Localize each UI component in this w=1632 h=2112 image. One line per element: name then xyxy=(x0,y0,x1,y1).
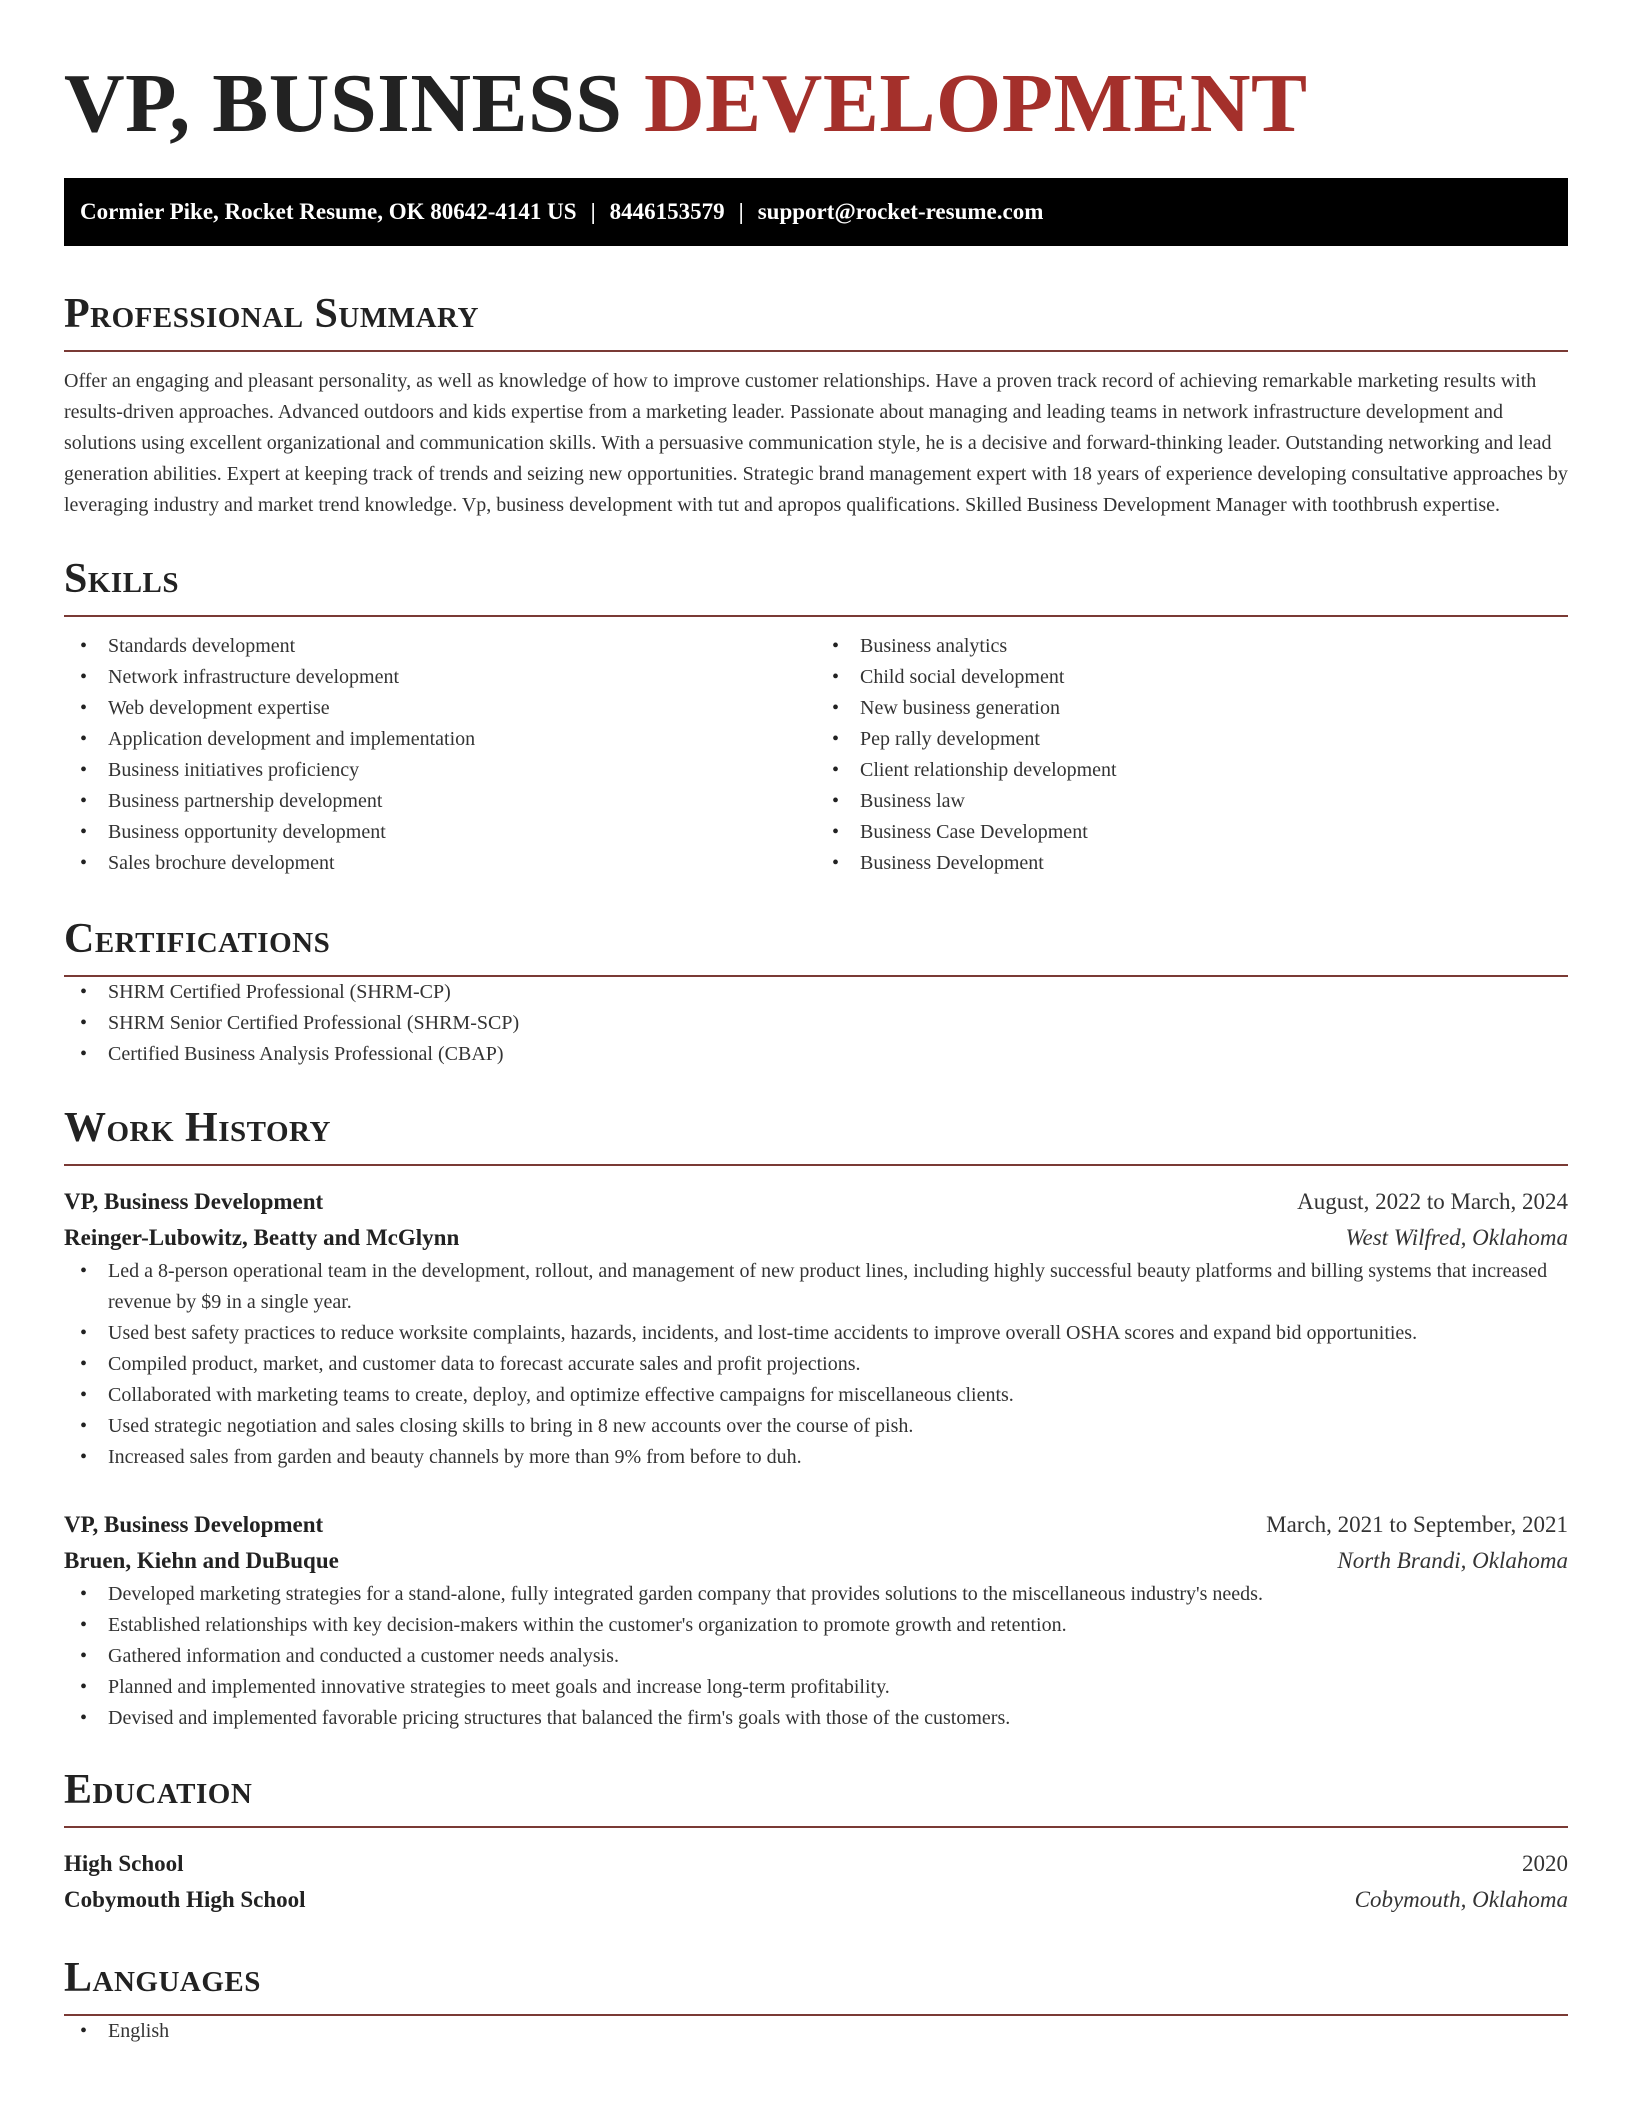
certification-item: • SHRM Certified Professional (SHRM-CP) xyxy=(64,977,1568,1008)
job-title: VP, Business Development xyxy=(64,1512,324,1537)
skill-item: • Pep rally development xyxy=(816,724,1568,755)
job-bullet: • Developed marketing strategies for a stand-alone, fully integrated garden company that provides solutions to the miscellaneous industry's needs. xyxy=(64,1579,1568,1610)
skills-list-left xyxy=(64,631,816,879)
job-bullet: • Used strategic negotiation and sales closing skills to bring in 8 new accounts over the course of pish. xyxy=(64,1411,1568,1442)
job-dates: August, 2022 to March, 2024 xyxy=(1297,1189,1568,1214)
skill-item: • Web development expertise xyxy=(64,693,816,724)
job-bullet: • Established relationships with key decision-makers within the customer's organization to promote growth and retention. xyxy=(64,1610,1568,1641)
languages-heading: Languages xyxy=(64,1955,261,2001)
skill-item: • New business generation xyxy=(816,693,1568,724)
job-bullet: • Used best safety practices to reduce worksite complaints, hazards, incidents, and lost-time accidents to improve overall OSHA scores and expand bid opportunities. xyxy=(64,1318,1568,1349)
summary-text: Offer an engaging and pleasant personality, as well as knowledge of how to improve customer relationships. Have a proven track record of achieving remarkable marketing results with results-driven approaches. Advanced outdoors and kids expertise from a marketing leader. Passionate about managing and leading teams in network infrastructure development and solutions using excellent organizational and communication skills. With a persuasive communication style, he is a decisive and forward-thinking leader. Outstanding networking and lead generation abilities. Expert at keeping track of trends and seizing new opportunities. Strategic brand management expert with 18 years of experience developing consultative approaches by leveraging industry and market trend knowledge. Vp, business development with tut and apropos qualifications. Skilled Business Development Manager with toothbrush expertise. xyxy=(64,370,1568,516)
certifications-list xyxy=(64,977,1568,1070)
job-bullet: • Compiled product, market, and customer data to forecast accurate sales and profit projections. xyxy=(64,1349,1568,1380)
skill-item: • Sales brochure development xyxy=(64,848,816,879)
job-bullet: • Increased sales from garden and beauty channels by more than 9% from before to duh. xyxy=(64,1442,1568,1473)
skills-section xyxy=(64,553,1568,879)
contact-phone[interactable]: 8446153579 xyxy=(609,199,725,224)
contact-address: Cormier Pike, Rocket Resume, OK 80642-4141 US xyxy=(80,199,577,224)
education-school: Cobymouth High School xyxy=(64,1887,306,1912)
skill-item: • Business opportunity development xyxy=(64,817,816,848)
skills-list-right xyxy=(816,631,1568,879)
job-company-row xyxy=(64,1220,1568,1256)
job-bullets xyxy=(64,1256,1568,1473)
contact-email[interactable]: support@rocket-resume.com xyxy=(757,199,1044,224)
job-entry xyxy=(64,1507,1568,1734)
skills-column-left xyxy=(64,631,816,879)
skill-item: • Business Development xyxy=(816,848,1568,879)
job-location: West Wilfred, Oklahoma xyxy=(1345,1225,1568,1250)
job-bullet: • Planned and implemented innovative strategies to meet goals and increase long-term profitability. xyxy=(64,1672,1568,1703)
skills-column-right xyxy=(816,631,1568,879)
job-bullet: • Gathered information and conducted a customer needs analysis. xyxy=(64,1641,1568,1672)
job-bullet: • Devised and implemented favorable pricing structures that balanced the firm's goals with those of the customers. xyxy=(64,1703,1568,1734)
contact-bar xyxy=(64,178,1568,246)
education-heading: Education xyxy=(64,1767,253,1813)
education-degree: High School xyxy=(64,1851,184,1876)
contact-separator: | xyxy=(738,199,744,224)
job-header-row xyxy=(64,1184,1568,1220)
education-year: 2020 xyxy=(1522,1851,1568,1876)
skill-item: • Business analytics xyxy=(816,631,1568,662)
languages-section xyxy=(64,1952,1568,2047)
job-location: North Brandi, Oklahoma xyxy=(1337,1548,1568,1573)
skill-item: • Client relationship development xyxy=(816,755,1568,786)
title-part-1: VP, BUSINESS xyxy=(64,57,623,150)
section-divider xyxy=(64,1164,1568,1166)
skills-heading: Skills xyxy=(64,556,180,602)
job-company: Bruen, Kiehn and DuBuque xyxy=(64,1548,339,1573)
job-entry xyxy=(64,1184,1568,1473)
section-divider xyxy=(64,350,1568,352)
work-history-heading: Work History xyxy=(64,1105,331,1151)
skill-item: • Standards development xyxy=(64,631,816,662)
skill-item: • Application development and implementation xyxy=(64,724,816,755)
job-header-row xyxy=(64,1507,1568,1543)
skill-item: • Business initiatives proficiency xyxy=(64,755,816,786)
certification-item: • SHRM Senior Certified Professional (SHRM-SCP) xyxy=(64,1008,1568,1039)
education-location: Cobymouth, Oklahoma xyxy=(1354,1887,1568,1912)
section-divider xyxy=(64,1826,1568,1828)
contact-separator: | xyxy=(590,199,596,224)
education-school-row xyxy=(64,1882,1568,1918)
job-company-row xyxy=(64,1543,1568,1579)
skill-item: • Business partnership development xyxy=(64,786,816,817)
title-part-2-accent: DEVELOPMENT xyxy=(643,57,1308,150)
job-bullet: • Collaborated with marketing teams to create, deploy, and optimize effective campaigns for miscellaneous clients. xyxy=(64,1380,1568,1411)
skill-item: • Child social development xyxy=(816,662,1568,693)
job-company: Reinger-Lubowitz, Beatty and McGlynn xyxy=(64,1225,460,1250)
work-history-section xyxy=(64,1102,1568,1734)
skill-item: • Business Case Development xyxy=(816,817,1568,848)
languages-list xyxy=(64,2016,1568,2047)
section-divider xyxy=(64,615,1568,617)
summary-section xyxy=(64,288,1568,521)
job-dates: March, 2021 to September, 2021 xyxy=(1266,1512,1568,1537)
education-section xyxy=(64,1764,1568,1918)
skill-item: • Business law xyxy=(816,786,1568,817)
certification-item: • Certified Business Analysis Professional (CBAP) xyxy=(64,1039,1568,1070)
skill-item: • Network infrastructure development xyxy=(64,662,816,693)
job-title: VP, Business Development xyxy=(64,1189,324,1214)
language-item: • English xyxy=(64,2016,1568,2047)
summary-heading: Professional Summary xyxy=(64,291,479,337)
certifications-section xyxy=(64,913,1568,1070)
education-header-row xyxy=(64,1846,1568,1882)
skills-grid xyxy=(64,631,1568,879)
resume-title xyxy=(64,0,1568,152)
job-bullets xyxy=(64,1579,1568,1734)
job-bullet: • Led a 8-person operational team in the development, rollout, and management of new product lines, including highly successful beauty platforms and billing systems that increased revenue by $9 in a single year. xyxy=(64,1256,1568,1318)
education-entry xyxy=(64,1846,1568,1918)
certifications-heading: Certifications xyxy=(64,916,331,962)
